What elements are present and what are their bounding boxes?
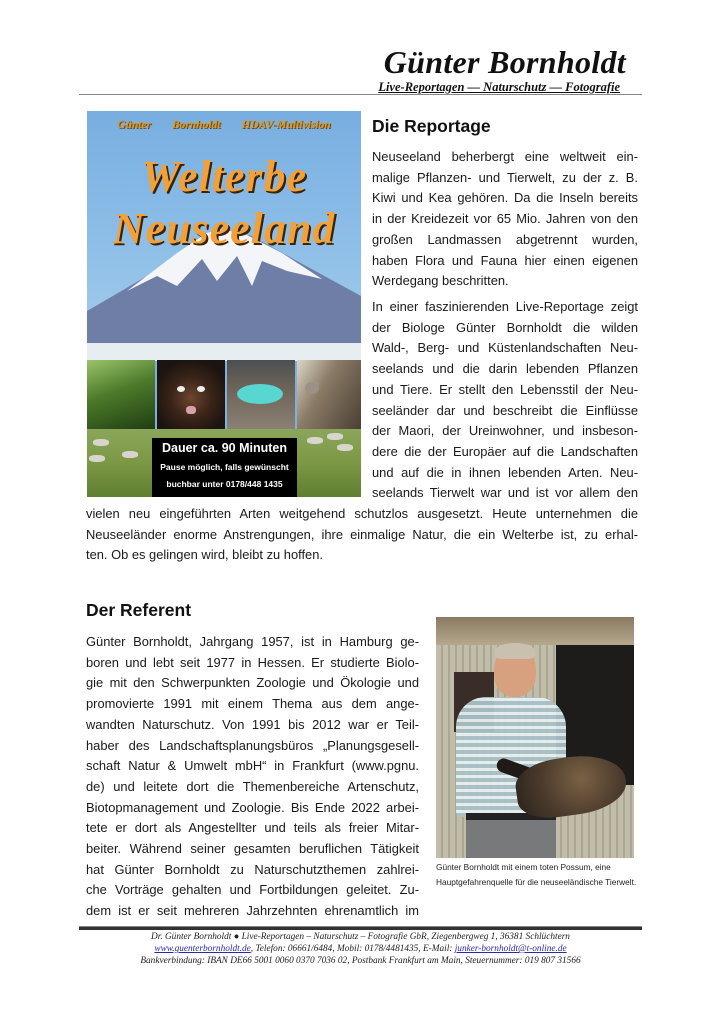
text-line: seelands Tierwelt war und ist vor allem den: [372, 485, 638, 501]
text-line: der Maori, der Ureinwohner, und insbeson-: [372, 423, 638, 439]
maori-haka-photo: [157, 360, 225, 429]
text-line: der Biologe Günter Bornholdt die wilden: [372, 319, 638, 335]
person-hair: [495, 643, 535, 659]
text-line: tete er dort als Angestellter und teils als freier Mitar-: [86, 820, 419, 836]
text-line: malige Pflanzen- und Tierwelt, zu der z. B.: [372, 169, 638, 185]
text-line: seeländer dar und beschreibt die Einflüsse: [372, 402, 638, 418]
event-info-box: [152, 438, 297, 497]
emerald-lake-photo: [227, 360, 295, 429]
text-line: gie mit den Schwerpunkten Zoologie und Ökologie und: [86, 675, 419, 691]
text-line: Günter Bornholdt, Jahrgang 1957, ist in Hamburg ge-: [86, 634, 419, 649]
text-line: de) und leitete dort die Themenbereiche Artenschutz,: [86, 778, 419, 794]
text-line: Wald-, Berg- und Küstenlandschaften Neu-: [372, 340, 638, 356]
sheep-shape: [122, 451, 138, 458]
text-line: schaft Natur & Umwelt mbH“ in Frankfurt (www.pgnu.: [86, 758, 419, 774]
text-line: Kiwi und Kea gehören. Da die Inseln bereits: [372, 190, 638, 206]
sheep-shape: [93, 439, 109, 446]
text-line: Neuseeland beherbergt eine weltweit ein-: [372, 149, 638, 164]
footer-bank-details: Bankverbindung: IBAN DE66 5001 0060 0370 7036 02, Postbank Frankfurt am Main, Steuernummer: 019 807 31566: [140, 956, 581, 966]
sheep-shape: [89, 455, 105, 462]
text-line: großen Landmassen abgetrennt wurden,: [372, 231, 638, 247]
text-line: und Tiere. Er stellt den Lebensstil der Neu-: [372, 381, 638, 397]
text-line: haben Flora und Fauna hier einen eigenen: [372, 252, 638, 268]
text-line: promovierte 1991 mit einem Thema aus dem ange-: [86, 696, 419, 712]
footer-divider: [79, 926, 642, 930]
text-line: dere die der Europäer auf die Landschaften: [372, 443, 638, 459]
poster-format: HDAV-Multivision: [241, 119, 331, 131]
text-line: wandten Naturschutz. Von 1991 bis 2012 war er Teil-: [86, 716, 419, 732]
eye-shape: [197, 386, 205, 392]
text-line: in der Kreidezeit vor 65 Mio. Jahren von den: [372, 211, 638, 227]
email-link[interactable]: junker-bornholdt@t-online.de: [454, 944, 567, 954]
text-line: In einer faszinierenden Live-Reportage zeigt: [372, 299, 638, 314]
kea-parrot-photo: [297, 360, 361, 429]
eye-shape: [177, 386, 185, 392]
text-line: vielen neu eingeführten Arten weitgehend schutzlos ausgesetzt. Heute unternehmen die: [86, 506, 638, 521]
text-line: Neuseeländer enorme Anstrengungen, ihre einmalige Natur, die ein Welterbe ist, zu erhal-: [86, 526, 638, 542]
header-divider: [79, 94, 642, 95]
sheep-shape: [337, 444, 353, 451]
poster-top-line: [87, 119, 361, 131]
text-line: Biotopmanagement und Zoologie. Bis Ende 2022 arbei-: [86, 799, 419, 815]
footer-address: Dr. Günter Bornholdt ● Live-Reportagen – Naturschutz – Fotografie GbR, Ziegenbergweg 1, 36381 Schlüchtern: [151, 932, 570, 942]
section-heading-reportage: Die Reportage: [372, 116, 491, 136]
text-line: ten. Ob es gelingen wird, bleibt zu hoffen.: [86, 547, 323, 563]
text-line: boren und lebt seit 1977 in Hessen. Er studierte Biolo-: [86, 654, 419, 670]
sheep-shape: [327, 433, 343, 440]
booking-label: buchbar unter 0178/448 1435: [166, 479, 283, 489]
lake-shape: [237, 384, 283, 404]
referent-photo: [436, 617, 634, 858]
text-line: beiter. Während seiner gesamten beruflichen Tätigkeit: [86, 841, 419, 857]
reportage-paragraph-2: [372, 297, 638, 504]
poster-author: Günter Bornholdt: [117, 119, 221, 131]
text-line: haber des Landschaftsplanungsbüros „Planungsgesell-: [86, 737, 419, 753]
text-line: und auf die in ihnen lebenden Arten. Neu-: [372, 464, 638, 480]
tree-fern-photo: [87, 360, 155, 429]
poster-title-line2: Neuseeland: [112, 204, 336, 253]
footer-phone-text: , Telefon: 06661/6484, Mobil: 0178/4481435, E-Mail:: [250, 944, 455, 954]
person-pants: [466, 820, 556, 858]
sheep-shape: [307, 437, 323, 444]
footer-contact: [79, 944, 642, 954]
event-poster: [87, 111, 361, 497]
reportage-paragraph-1: [372, 147, 638, 292]
author-name-heading: Günter Bornholdt: [383, 44, 626, 80]
text-line: dem ist er seit mehreren Jahrzehnten ehrenamtlich im: [86, 903, 419, 919]
hut-roof: [436, 617, 634, 645]
text-line: che Vorträge gehalten und Fortbildungen geleitet. Zu-: [86, 882, 419, 898]
website-link[interactable]: www.guenterbornholdt.de: [154, 944, 251, 954]
photo-caption: Günter Bornholdt mit einem toten Possum, eine Hauptgefahrenquelle für die neuseeländische Tierwelt.: [436, 862, 637, 887]
kea-beak-shape: [305, 382, 319, 394]
tongue-shape: [186, 406, 196, 414]
text-line: hat Günter Bornholdt zu Naturschutzthemen zahlrei-: [86, 861, 419, 877]
pause-label: Pause möglich, falls gewünscht: [160, 462, 289, 472]
referent-paragraph: [86, 632, 419, 922]
text-line: seelands und die darin lebenden Pflanzen: [372, 361, 638, 377]
poster-title-line1: Welterbe: [140, 152, 308, 201]
duration-label: Dauer ca. 90 Minuten: [161, 441, 288, 455]
reportage-paragraph-2-continued: [86, 504, 638, 566]
section-heading-referent: Der Referent: [86, 600, 192, 620]
text-line: Werdegang beschritten.: [372, 273, 509, 289]
header-subtitle: Live-Reportagen — Naturschutz — Fotografie: [378, 80, 620, 94]
